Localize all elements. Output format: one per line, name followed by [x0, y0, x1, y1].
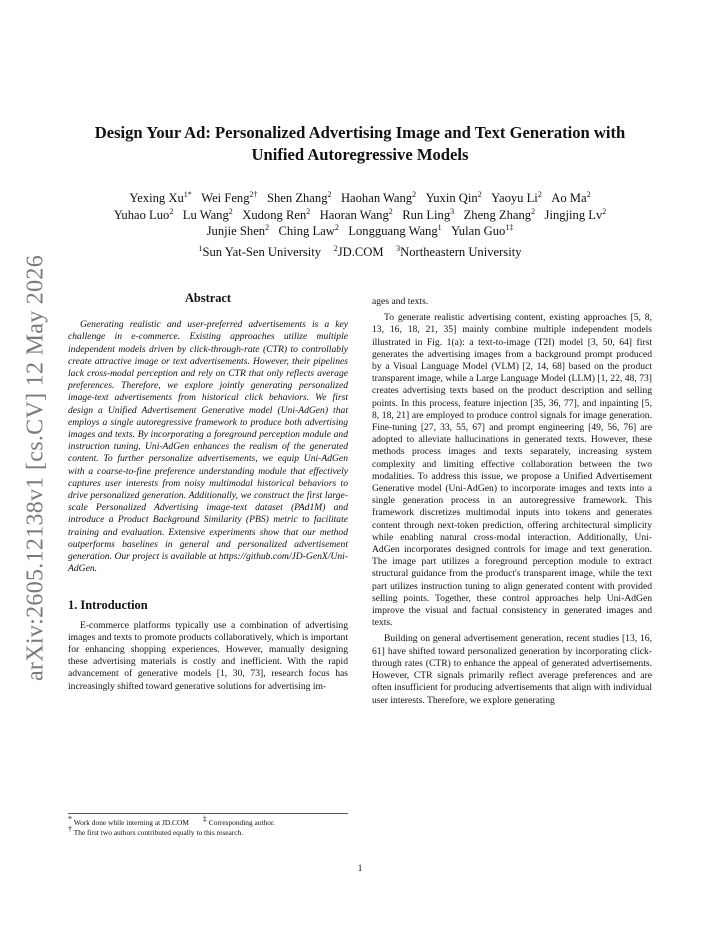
author-affiliation-mark: 2 [477, 189, 482, 199]
introduction-paragraph: E-commerce platforms typically use a combination of advertising images and texts to promote products collaboratively, which is important for enhancing shopping experiences. However, manually designing these advertising materials is costly and inefficient. With the rapid advancement of generative models [1, 30, 73], research focus has increasingly shifted toward generative solutions for advertising im- [68, 619, 348, 692]
right-paragraph-approaches: To generate realistic advertising content, existing approaches [5, 8, 13, 16, 18, 21, 35] mainly combine multiple independent models illustrated in Fig. 1(a): a text-to-image (T2I) model [3, 50, 64] first generates the advertising images from a background prompt produced by a Visual Language Model (VLM) [2, 14, 68] based on the product transparent image, while a Large Language Model (LLM) [1, 22, 48, 73] creates advertising texts based on the product description and selling points. In this process, feature injection [35, 36, 77], and inpainting [5, 8, 18, 21] are employed to produce control signals for image generation. Fine-tuning [27, 33, 55, 67] and prompt engineering [49, 56, 76] are adopted to alleviate hallucinations in generated texts. However, these methods process images and texts separately, increasing system complexity and limiting effective collaboration between the two modalities. To address this issue, we propose a Unified Advertisement Generative model (Uni-AdGen) to incorporate images and texts into a single generation process in an autoregressive framework. This framework discretizes multimodal inputs into tokens and generates content through next-token prediction, offering architectural simplicity while enabling natural cross-modal interaction. Additionally, Uni-AdGen incorporates designed controls for image and text generation. The image part utilizes a foreground perception module to extract structural guidance from the product's transparent image, while the text part utilizes instruction tuning to align generated content with provided selling points. Together, these control approaches help Uni-AdGen improve the visual and factual consistency in generated images and texts. [372, 312, 652, 629]
author-name: Lu Wang$^2$ [182, 206, 233, 222]
left-column [68, 292, 348, 693]
author-name: Ao Ma$^2$ [551, 189, 591, 205]
footnote-text: Work done while interning at JD.COM [73, 818, 189, 827]
author-name: Junjie Shen$^2$ [206, 222, 270, 238]
affiliation-name: JD.COM [337, 244, 384, 259]
author-affiliation-mark: 2 [412, 189, 417, 199]
author-affiliation-mark: 1‡ [505, 222, 514, 232]
author-affiliation-mark: 2† [249, 189, 258, 199]
author-block [60, 190, 660, 260]
author-line-3 [60, 223, 660, 240]
title-line-1: Design Your Ad: Personalized Advertising Image and Text Generation with [94, 123, 626, 142]
footnote-mark: * [68, 814, 72, 824]
author-name: Longguang Wang$^1$ [348, 222, 442, 238]
footnote-text: The first two authors contributed equally to this research. [73, 827, 244, 837]
author-name: Ching Law$^2$ [278, 222, 339, 238]
author-name: Haohan Wang$^2$ [340, 189, 417, 205]
footnote-line-2 [68, 824, 348, 838]
author-name: Shen Zhang$^2$ [266, 189, 332, 205]
author-affiliation-mark: 3 [450, 206, 455, 216]
affiliation-mark: 2 [333, 243, 338, 253]
footnotes [68, 813, 348, 837]
page-number: 1 [357, 863, 363, 874]
author-affiliation-mark: 2 [306, 206, 311, 216]
affiliations [60, 244, 660, 261]
author-affiliation-mark: 2 [265, 222, 270, 232]
author-affiliation-mark: 2 [228, 206, 233, 216]
title-line-2: Unified Autoregressive Models [251, 145, 469, 164]
footnote-line-1 [68, 814, 348, 828]
affiliation-mark: 3 [396, 243, 401, 253]
author-name: Xudong Ren$^2$ [242, 206, 311, 222]
author-affiliation-mark: 2 [602, 206, 607, 216]
right-column [372, 296, 652, 707]
author-affiliation-mark: 2 [388, 206, 393, 216]
author-name: Yuhao Luo$^2$ [113, 206, 174, 222]
author-name: Zheng Zhang$^2$ [463, 206, 536, 222]
author-name: Wei Feng$^{2\dagger}$ [201, 189, 258, 205]
author-name: Yexing $Xu^{1*}$ [129, 189, 192, 205]
section-heading-introduction: 1. Introduction [68, 598, 148, 613]
abstract-heading: Abstract [184, 291, 232, 305]
abstract-text: Generating realistic and user-preferred advertisements is a key challenge in e-commerce. Existing approaches utilize multiple independent models driven by click-through-rate (CTR) to controllably create attractive image or text advertisements. However, their pipelines lack cross-modal perception and rely on CTR that only reflects average preferences. Therefore, we explore jointly generating personalized image-text advertisements from historical click behaviors. We first design a Unified Advertisement Generative model (Uni-AdGen) that employs a single autoregressive framework to produce both advertising images and texts. By incorporating a foreground perception module and instruction tuning, Uni-AdGen enhances the realism of the generated content. To further personalize advertisements, we equip Uni-AdGen with a coarse-to-fine preference understanding module that effectively captures user interests from noisy multimodal historical behaviors to drive personalized generation. Additionally, we construct the first large-scale Personalized Advertising image-text dataset (PAd1M) and introduce a Product Background Similarity (PBS) metric to facilitate training and evaluation. Extensive experiments show that our method outperforms baselines in general and personalized advertisement generation. Our project is available at https://github.com/JD-GenX/Uni-AdGen. [68, 319, 348, 575]
arxiv-identifier-text: arXiv:2605.12138v1 [cs.CV] 12 May 2026 [22, 254, 49, 682]
arxiv-identifier [18, 248, 54, 688]
author-name: Yuxin Qin$^2$ [425, 189, 482, 205]
footnote-text: Corresponding author. [208, 818, 275, 827]
author-affiliation-mark: 2 [537, 189, 542, 199]
author-affiliation-mark: 2 [169, 206, 174, 216]
author-affiliation-mark: 2 [586, 189, 591, 199]
author-line-2 [60, 207, 660, 224]
author-name: Run Ling$^3$ [402, 206, 455, 222]
affiliation-name: Northeastern University [400, 244, 522, 259]
right-paragraph-continuation: ages and texts. [372, 296, 429, 307]
author-affiliation-mark: 1 [437, 222, 442, 232]
affiliation-name: Sun Yat-Sen University [202, 244, 322, 259]
author-affiliation-mark: 2 [327, 189, 332, 199]
author-affiliation-mark: 1* [183, 189, 192, 199]
right-paragraph-personalization: Building on general advertisement generation, recent studies [13, 16, 61] have shifted toward personalized generation by incorporating click-through rates (CTR) to enhance the appeal of generated advertisements. However, CTR signals primarily reflect average preferences and are often insufficient for producing advertisements that align with individual user interests. Therefore, we explore generating [372, 633, 652, 706]
paper-title [60, 122, 660, 166]
author-name: Yulan Guo$^{1\ddagger}$ [451, 222, 514, 238]
footnote-mark: † [68, 824, 72, 834]
author-line-1 [60, 190, 660, 207]
author-name: Yaoyu Li$^2$ [491, 189, 542, 205]
author-affiliation-mark: 2 [531, 206, 536, 216]
footnote-mark: ‡ [202, 814, 207, 824]
author-name: Haoran Wang$^2$ [319, 206, 393, 222]
author-affiliation-mark: 2 [334, 222, 339, 232]
affiliation-mark: 1 [198, 243, 203, 253]
author-name: Jingjing Lv$^2$ [544, 206, 607, 222]
